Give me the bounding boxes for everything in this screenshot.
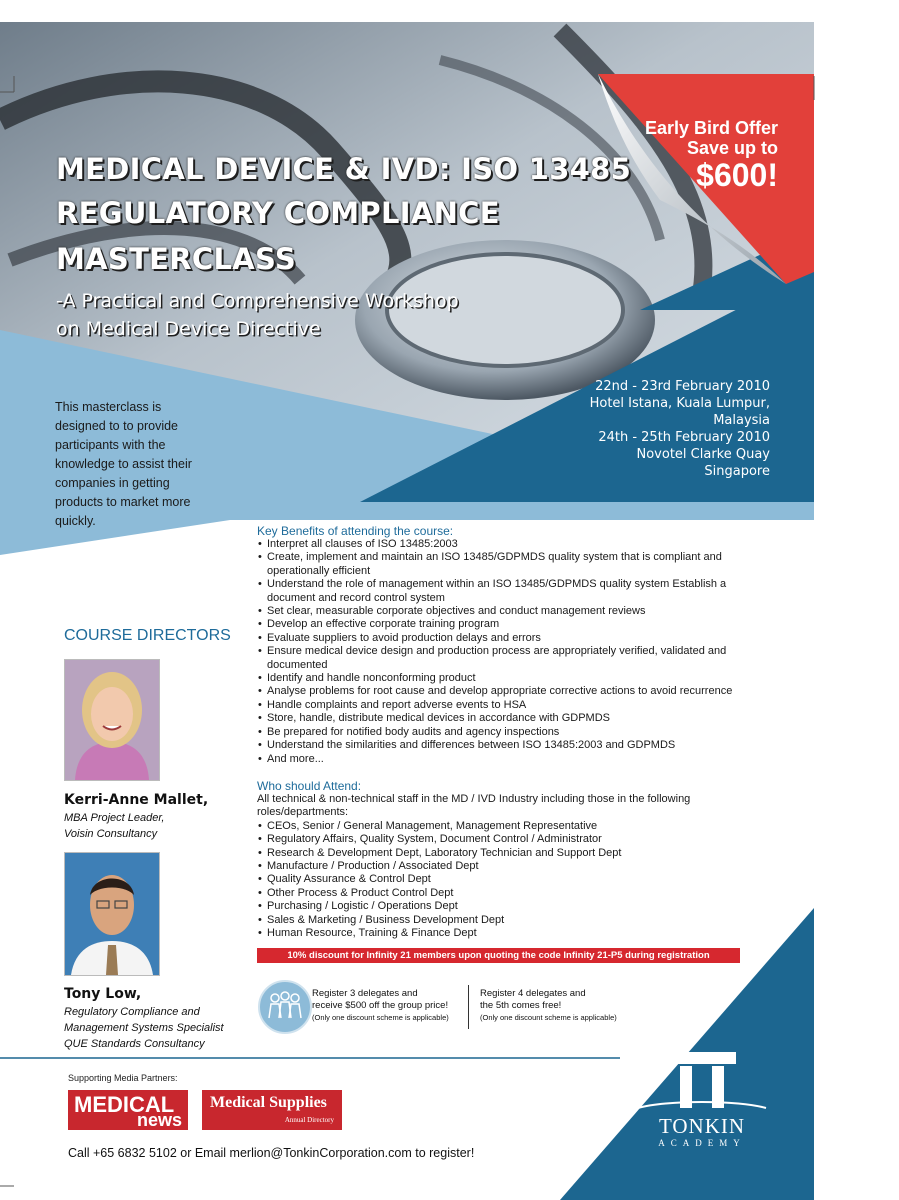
list-item: • Identify and handle nonconforming product xyxy=(257,672,762,685)
directors-heading: COURSE DIRECTORS xyxy=(64,627,231,644)
logo-text: MEDICAL xyxy=(74,1092,175,1117)
benefits-section xyxy=(257,524,762,766)
subtitle-line-2: on Medical Device Directive xyxy=(56,318,321,340)
director-role-2c: QUE Standards Consultancy xyxy=(64,1038,205,1050)
benefits-list xyxy=(257,538,762,766)
list-item: • Understand the similarities and differences between ISO 13485:2003 and GDPMDS xyxy=(257,739,762,752)
medical-news-logo xyxy=(68,1090,188,1130)
director-photo-tony xyxy=(64,852,160,976)
title-line-2: REGULATORY COMPLIANCE xyxy=(56,196,500,230)
intro-text xyxy=(55,398,235,531)
intro-line: knowledge to assist their xyxy=(55,457,192,471)
promo-line: receive $500 off the group price! xyxy=(312,1000,449,1011)
director-photo-kerri-anne xyxy=(64,659,160,781)
director-name-1: Kerri-Anne Mallet, xyxy=(64,792,209,808)
list-item: • And more... xyxy=(257,753,762,766)
event-list xyxy=(520,378,770,480)
event-date-2: 24th - 25th February 2010 xyxy=(598,430,770,445)
list-item: • Be prepared for notified body audits and agency inspections xyxy=(257,726,762,739)
attend-intro: All technical & non-technical staff in the MD / IVD Industry including those in the following roles/departments: xyxy=(257,793,691,819)
list-item: • Human Resource, Training & Finance Dept xyxy=(257,927,762,940)
director-role-2b: Management Systems Specialist xyxy=(64,1022,224,1034)
director-role-1b: Voisin Consultancy xyxy=(64,828,158,840)
director-role-2a: Regulatory Compliance and xyxy=(64,1006,200,1018)
intro-line: participants with the xyxy=(55,438,166,452)
brand-name: TONKIN xyxy=(658,1114,746,1138)
director-name-2: Tony Low, xyxy=(64,986,142,1002)
brand-sub: ACADEMY xyxy=(658,1138,746,1148)
offer-line-1: Early Bird Offer xyxy=(644,118,778,138)
list-item: • Develop an effective corporate training program xyxy=(257,618,762,631)
list-item: • Analyse problems for root cause and develop appropriate corrective actions to avoid recurrence xyxy=(257,685,762,698)
promo-note: (Only one discount scheme is applicable) xyxy=(312,1013,449,1022)
promo-group-discount xyxy=(312,988,462,1024)
intro-line: This masterclass is xyxy=(55,400,162,414)
event-venue-1b: Malaysia xyxy=(713,413,770,428)
list-item: • Regulatory Affairs, Quality System, Document Control / Administrator xyxy=(257,833,762,846)
event-venue-2b: Singapore xyxy=(704,464,770,479)
logo-text: news xyxy=(136,1110,182,1130)
benefits-heading: Key Benefits of attending the course: xyxy=(257,524,454,538)
contact-line: Call +65 6832 5102 or Email merlion@TonkinCorporation.com to register! xyxy=(68,1146,475,1160)
promo-divider xyxy=(468,985,469,1029)
title-line-1: MEDICAL DEVICE & IVD: ISO 13485 xyxy=(56,152,632,186)
delegates-icon xyxy=(258,980,312,1034)
list-item: • Understand the role of management within an ISO 13485/GDPMDS quality system Establish a document and record control system xyxy=(257,578,762,605)
director-role-1a: MBA Project Leader, xyxy=(64,812,165,824)
list-item: • Quality Assurance & Control Dept xyxy=(257,873,762,886)
promo-line: Register 3 delegates and xyxy=(312,988,418,999)
event-date-1: 22nd - 23rd February 2010 xyxy=(595,379,770,394)
logo-text: Medical Supplies xyxy=(210,1094,327,1111)
offer-amount: $600! xyxy=(696,157,778,193)
event-venue-1: Hotel Istana, Kuala Lumpur, xyxy=(589,396,770,411)
logo-text: Annual Directory xyxy=(284,1116,334,1124)
intro-line: companies in getting xyxy=(55,476,170,490)
discount-banner: 10% discount for Infinity 21 members upon quoting the code Infinity 21-P5 during registration xyxy=(257,948,740,963)
attend-heading: Who should Attend: xyxy=(257,779,362,793)
list-item: • Set clear, measurable corporate objectives and conduct management reviews xyxy=(257,605,762,618)
media-label: Supporting Media Partners: xyxy=(68,1073,178,1083)
promo-free-delegate xyxy=(480,988,630,1024)
attend-list xyxy=(257,820,762,941)
title-line-3: MASTERCLASS xyxy=(56,242,297,276)
subtitle-line-1: -A Practical and Comprehensive Workshop xyxy=(56,290,459,312)
list-item: • Evaluate suppliers to avoid production delays and errors xyxy=(257,632,762,645)
list-item: • Purchasing / Logistic / Operations Dept xyxy=(257,900,762,913)
list-item: • Ensure medical device design and production process are appropriately verified, validated and documented xyxy=(257,645,762,672)
offer-line-2: Save up to xyxy=(686,138,778,158)
event-venue-2: Novotel Clarke Quay xyxy=(636,447,770,462)
promo-line: the 5th comes free! xyxy=(480,1000,562,1011)
list-item: • Manufacture / Production / Associated Dept xyxy=(257,860,762,873)
attend-section xyxy=(257,779,762,940)
list-item: • Store, handle, distribute medical devices in accordance with GDPMDS xyxy=(257,712,762,725)
intro-line: quickly. xyxy=(55,514,96,528)
list-item: • Create, implement and maintain an ISO 13485/GDPMDS quality system that is compliant and operationally efficient xyxy=(257,551,762,578)
list-item: • Research & Development Dept, Laboratory Technician and Support Dept xyxy=(257,847,762,860)
promo-line: Register 4 delegates and xyxy=(480,988,586,999)
intro-line: designed to to provide xyxy=(55,419,179,433)
intro-line: products to market more xyxy=(55,495,191,509)
list-item: • Interpret all clauses of ISO 13485:2003 xyxy=(257,538,762,551)
list-item: • Handle complaints and report adverse events to HSA xyxy=(257,699,762,712)
promo-note: (Only one discount scheme is applicable) xyxy=(480,1013,617,1022)
list-item: • Sales & Marketing / Business Development Dept xyxy=(257,914,762,927)
list-item: • CEOs, Senior / General Management, Management Representative xyxy=(257,820,762,833)
medical-supplies-logo xyxy=(202,1090,342,1130)
list-item: • Other Process & Product Control Dept xyxy=(257,887,762,900)
tonkin-logo-icon xyxy=(636,1048,768,1112)
